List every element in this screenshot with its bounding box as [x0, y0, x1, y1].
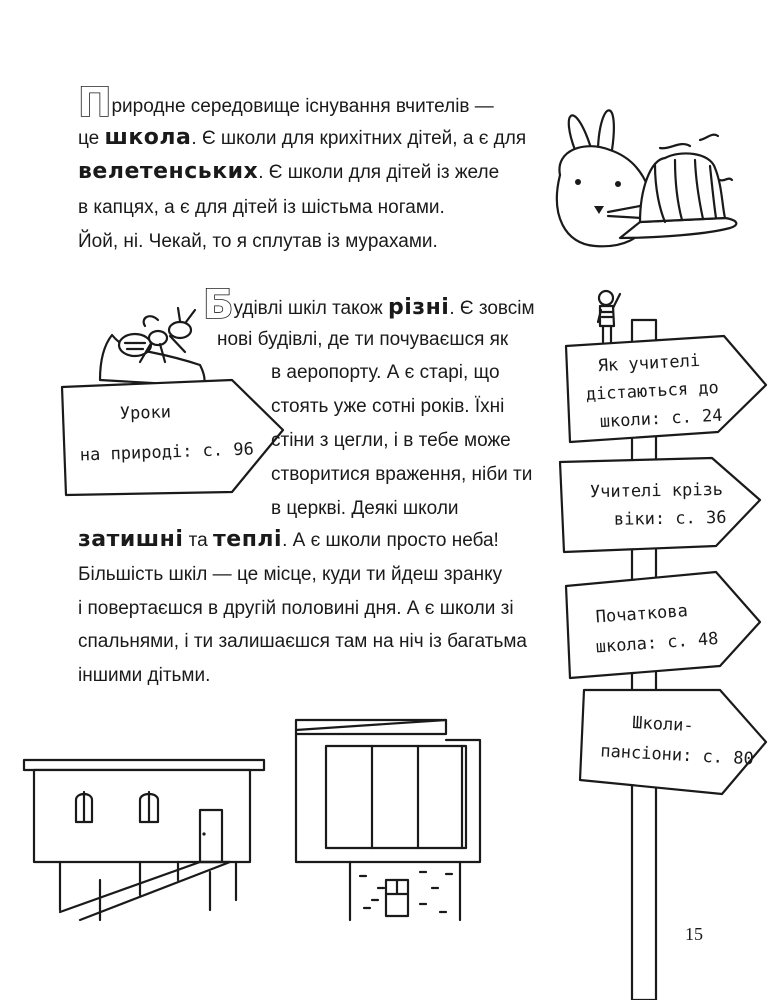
p2-line9: Більшість шкіл — це місце, куди ти йдеш зранку — [78, 564, 503, 585]
post-sign-3-line1: Початкова — [595, 601, 689, 628]
person-illustration — [598, 291, 620, 342]
p2-line2: нові будівлі, де ти почуваєшся як — [217, 329, 509, 350]
post-sign-1-line1: Як учителі — [597, 350, 701, 377]
p1-line3-b: . Є школи для дітей із желе — [258, 162, 500, 183]
emphasis-zatyshni: затишні — [78, 527, 184, 552]
p2-line11: спальнями, і ти залишаєшся там на ніч із багатьма — [78, 631, 527, 652]
p2-line8-b: . А є школи просто неба! — [282, 530, 499, 551]
p1-line2-a: це — [78, 128, 105, 149]
post-sign-2-line2: віки: с. 36 — [613, 507, 727, 530]
p2-line8-a: та — [183, 530, 214, 551]
p1-line2-b: . Є школи для крихітних дітей, а є для — [191, 128, 527, 149]
post-sign-2-line1: Учителі крізь — [589, 479, 724, 503]
p2-line4: стоять уже сотні років. Їхні — [271, 396, 505, 417]
p2-line7: в церкві. Деякі школи — [271, 498, 459, 519]
p1-line1: риродне середовище існування вчителів — — [111, 96, 494, 117]
p2-line10: і повертаєшся в другій половині дня. А є школи зі — [78, 598, 514, 619]
modern-building — [296, 720, 480, 920]
left-sign-board — [62, 380, 283, 495]
emphasis-tepli: теплі — [213, 527, 283, 552]
post-sign-4-line1: Школи- — [631, 713, 695, 737]
left-sign-line1: Уроки — [119, 402, 172, 425]
page-number: 15 — [685, 924, 703, 944]
p2-line3: в аеропорту. А є старі, що — [271, 362, 500, 383]
p1-line4: в капцях, а є для дітей із шістьма ногами. — [78, 197, 445, 218]
drop-cap-b: Б — [203, 282, 234, 328]
post-sign-3-board — [566, 572, 760, 678]
post-sign-1-line2: дістаються до — [585, 377, 720, 405]
post-sign-4-line2: пансіони: с. 80 — [599, 741, 755, 770]
p2-line1-b: . Є зовсім — [449, 298, 535, 319]
left-sign-line2: на природі: с. 96 — [79, 439, 255, 466]
p2-line6: створитися враження, ніби ти — [271, 464, 533, 485]
emphasis-shkola: школа — [104, 125, 192, 150]
bunny-jelly-illustration — [557, 110, 736, 246]
drop-cap-p: П — [78, 80, 112, 126]
p1-line5: Йой, ні. Чекай, то я сплутав із мурахами. — [78, 231, 438, 252]
post-sign-3-line2: школа: с. 48 — [595, 628, 720, 658]
old-school-building — [24, 760, 264, 920]
post-sign-2-board — [560, 458, 760, 552]
p2-line12: іншими дітьми. — [78, 665, 211, 686]
emphasis-rizni: різні — [388, 295, 450, 320]
p2-line5: стіни з цегли, і в тебе може — [271, 430, 511, 451]
p2-line1-a: удівлі шкіл також — [233, 298, 388, 319]
post-sign-1-line3: школи: с. 24 — [599, 405, 724, 433]
ant-on-finger-illustration — [100, 308, 205, 386]
emphasis-veletenskykh: велетенських — [78, 159, 259, 184]
